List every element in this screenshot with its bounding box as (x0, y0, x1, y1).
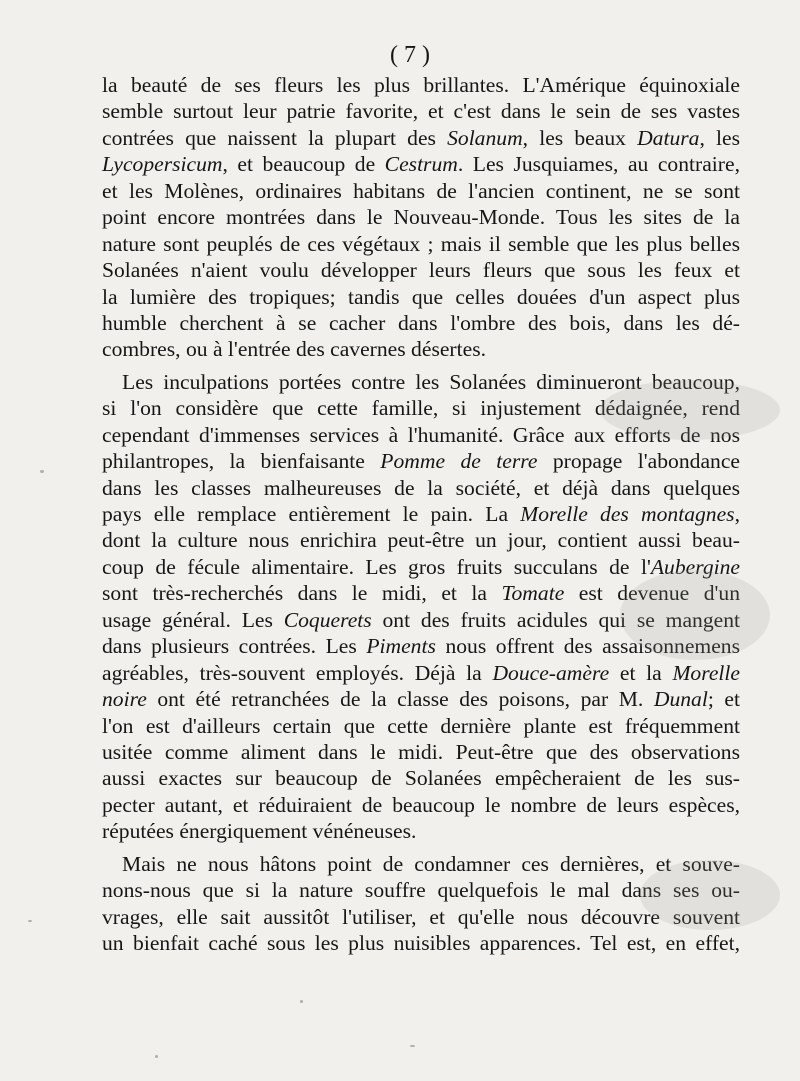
text-segment: ; et (707, 687, 740, 712)
text-segment: pecter autant, et réduiraient de beaucoup le nombre de leurs espèces, (102, 792, 740, 817)
text-segment: est devenue d'un (564, 581, 741, 606)
text-segment: semble surtout leur patrie favorite, et c'est dans le sein de ses vastes (102, 99, 740, 124)
italic-term: Aubergine (650, 554, 740, 579)
text-segment: vrages, elle sait aussitôt l'utiliser, et qu'elle nous découvre souvent (102, 904, 740, 929)
text-line (102, 257, 740, 283)
text-segment: agréables, très-souvent employés. Déjà la (102, 660, 493, 685)
text-segment: un bienfait caché sous les plus nuisibles apparences. Tel est, en effet, (102, 931, 740, 955)
italic-term: Cestrum (384, 152, 458, 177)
text-segment: Mais ne nous hâtons point de condamner ces dernières, et souve- (122, 851, 740, 876)
text-line (102, 792, 740, 818)
text-line (102, 72, 740, 98)
text-line (102, 930, 740, 956)
ink-speck (410, 1045, 415, 1047)
text-segment: combres, ou à l'entrée des cavernes désertes. (102, 337, 487, 362)
text-segment: usitée comme aliment dans le midi. Peut-être que des observations (102, 739, 740, 764)
text-segment: point encore montrées dans le Nouveau-Monde. Tous les sites de la (102, 205, 740, 230)
italic-term: Lycopersicum (102, 152, 223, 177)
text-line (102, 125, 740, 151)
text-segment: humble cherchent à se cacher dans l'ombre des bois, dans les dé- (102, 310, 740, 335)
text-line (102, 448, 740, 474)
italic-term: Tomate (501, 581, 565, 606)
text-segment: réputées énergiquement vénéneuses. (102, 819, 417, 844)
bleed-through-stain (640, 860, 780, 930)
text-line (102, 284, 740, 310)
text-line (102, 475, 740, 501)
text-segment: et la (609, 660, 673, 685)
text-segment: , les (699, 125, 740, 150)
text-segment: . Les Jusquiames, au contraire, (457, 152, 740, 177)
text-line (102, 818, 740, 844)
text-segment: nons-nous que si la nature souffre quelquefois le mal dans ses ou- (102, 878, 740, 903)
text-line (102, 765, 740, 791)
text-segment: propage l'abondance (537, 449, 740, 474)
italic-term: Coquerets (283, 607, 372, 632)
text-segment: ont des fruits acidules qui se mangent (371, 607, 740, 632)
text-line (102, 310, 740, 336)
text-line (102, 151, 740, 177)
text-segment: et les Molènes, ordinaires habitans de l'ancien continent, ne se sont (102, 178, 740, 203)
text-segment: contrées que naissent la plupart des (102, 125, 448, 150)
text-segment: philantropes, la bienfaisante (102, 449, 381, 474)
text-line (102, 501, 740, 527)
text-segment: dans les classes malheureuses de la société, et déjà dans quelques (102, 475, 740, 500)
text-segment: dont la culture nous enrichira peut-être un jour, contient aussi beau- (102, 528, 740, 553)
text-line (102, 554, 740, 580)
text-segment: , et beaucoup de (222, 152, 385, 177)
italic-term: Solanum (447, 125, 523, 150)
ink-speck (28, 920, 32, 922)
text-segment: Les inculpations portées contre les Solanées diminueront beaucoup, (122, 369, 740, 394)
text-segment: coup de fécule alimentaire. Les gros fruits succulans de l' (102, 554, 651, 579)
text-line (102, 851, 740, 877)
text-line (102, 739, 740, 765)
text-segment: , (734, 502, 740, 526)
ink-speck (40, 470, 44, 473)
page-text-body (102, 72, 740, 956)
text-line (102, 178, 740, 204)
italic-term: Piments (366, 634, 436, 659)
text-segment: usage général. Les (102, 607, 284, 632)
text-segment: sont très-recherchés dans le midi, et la (102, 581, 502, 606)
text-segment: ont été retranchées de la classe des poisons, par M. (146, 687, 654, 712)
text-segment: nous offrent des assaisonnemens (435, 634, 740, 659)
text-segment: , les beaux (522, 125, 638, 150)
bleed-through-stain (620, 570, 770, 660)
italic-term: Pomme de terre (380, 449, 538, 474)
text-segment: dans plusieurs contrées. Les (102, 634, 367, 659)
ink-speck (300, 1000, 303, 1003)
text-line (102, 660, 740, 686)
italic-term: Douce-amère (492, 660, 610, 685)
text-segment: la beauté de ses fleurs les plus brillantes. L'Amérique équinoxiale (102, 73, 740, 97)
ink-speck (155, 1055, 158, 1058)
text-line (102, 336, 740, 362)
text-line (102, 231, 740, 257)
text-segment: aussi exactes sur beaucoup de Solanées empêcheraient de les sus- (102, 766, 740, 791)
text-segment: pays elle remplace entièrement le pain. La (102, 502, 521, 526)
text-segment: la lumière des tropiques; tandis que celles douées d'un aspect plus (102, 284, 740, 309)
text-segment: si l'on considère que cette famille, si injustement dédaignée, rend (102, 396, 740, 421)
text-segment: nature sont peuplés de ces végétaux ; mais il semble que les plus belles (102, 231, 740, 256)
text-line (102, 527, 740, 553)
text-segment: l'on est d'ailleurs certain que cette dernière plante est fréquemment (102, 713, 740, 738)
text-line (102, 204, 740, 230)
text-segment: cependant d'immenses services à l'humanité. Grâce aux efforts de nos (102, 422, 740, 447)
italic-term: Dunal (653, 687, 708, 712)
text-line (102, 686, 740, 712)
bleed-through-stain (600, 380, 780, 440)
italic-term: noire (102, 687, 147, 712)
italic-term: Datura (637, 125, 700, 150)
text-segment: Solanées n'aient voulu développer leurs fleurs que sous les feux et (102, 258, 740, 283)
italic-term: Morelle des montagnes (520, 502, 735, 526)
text-line (102, 98, 740, 124)
text-line (102, 713, 740, 739)
italic-term: Morelle (672, 660, 740, 685)
page-number: ( 7 ) (390, 42, 430, 68)
